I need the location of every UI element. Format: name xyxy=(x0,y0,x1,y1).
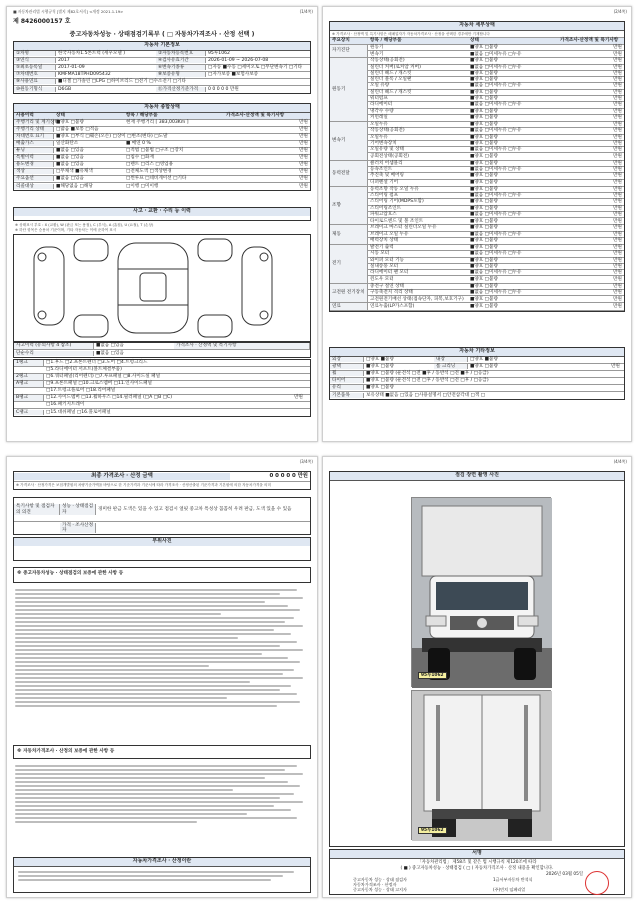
detail-header: 주요장치 항목 / 해당부품 상태 가격조사·산정액 및 특기사항 xyxy=(330,38,624,45)
detail-status-table xyxy=(329,21,625,312)
detail-row: 스티어링 기어(MDPS포함) ■양호 □불량 만원 xyxy=(370,199,622,205)
detail-row: 고전원전기배선 상태(접속단자, 피복,보호기구) ■양호 □불량 만원 xyxy=(370,296,622,302)
notice-title: ※ 중고자동차성능 · 상태점검의 보증에 관한 사항 등 xyxy=(17,571,124,576)
detail-row: 라디에이터 ■없음 □미세누유 □누유 만원 xyxy=(370,102,622,108)
notice-body xyxy=(15,587,309,737)
status-row: 용도변경 ■없음 □있음 □렌트 □리스 □영업용 만원 xyxy=(16,162,308,168)
status-header: 사용이력 상태 항목 / 해당부품 가격조사·산정액 및 특기사항 xyxy=(14,113,310,120)
detail-group-name: 제동 xyxy=(330,225,368,244)
status-row: 주요옵션 ■없음 □있음 □썬루프 □네비게이션 □기타 만원 xyxy=(16,176,308,182)
other-info-row: 타이어 ■양호 □불량 (운전석 □전 □후 / 동반석 □전 □후 / □응급) xyxy=(330,378,624,385)
detail-row: 작동상태(공회전) ■없음 □미세누유 □누유 만원 xyxy=(370,128,622,134)
page-number: (4/4쪽) xyxy=(613,459,627,464)
detail-row: 오일 유량 ■없음 □미세누유 □누유 만원 xyxy=(370,83,622,89)
accident-summary: 사고이력 (유의사항 4 참조) ■없음 □있음 가격조사 · 산정액 및 특기사항 단순수리 ■없음 □있음 xyxy=(13,342,311,358)
status-row: 리콜대상 ■해당없음 □해당 □이행 □미이행 만원 xyxy=(16,183,308,189)
detail-row: 동력조향 작동 오일 누유 ■양호 □불량 만원 xyxy=(370,186,622,192)
detail-group xyxy=(330,284,624,304)
basic-row: ⑤최초등록일 2017-01-09 ⑥변속기종류 □자동 ■수동 □세미오토 □무단변속기 □기타 xyxy=(14,65,310,72)
detail-row: 디퍼렌셜 기어 ■양호 □불량 만원 xyxy=(370,179,622,185)
detail-group xyxy=(330,245,624,284)
notice2-title: ※ 자동차가격조사 · 산정의 보증에 관한 사항 등 xyxy=(17,749,115,754)
detail-row: 추진축 및 베어링 ■양호 □불량 만원 xyxy=(370,173,622,179)
parts-table xyxy=(13,359,311,417)
detail-row: 오일누유 ■양호 □불량 만원 xyxy=(370,122,622,128)
detail-group-name: 자기진단 xyxy=(330,45,368,57)
definition-title: 자동차가격조사 · 산정이란 xyxy=(14,858,310,867)
detail-row: 연료누출(LP가스포함) ■양호 □불량 만원 xyxy=(370,303,622,309)
detail-group-name: 동력전달 xyxy=(330,161,368,186)
detail-row: 배력장치 상태 ■양호 □불량 만원 xyxy=(370,238,622,244)
detail-group-name: 원동기 xyxy=(330,58,368,121)
detail-status-title: 자동차 세부상태 xyxy=(330,22,624,31)
detail-row: 실린더 헤드 / 개스킷 ■양호 □불량 만원 xyxy=(370,70,622,76)
car-outline-diagram xyxy=(14,235,312,341)
page-4 xyxy=(322,456,632,898)
basic-row: ①차명 한국자동차1.5톤트럭 (세우모델 ) ②자동차등록번호 95루1062 xyxy=(14,51,310,58)
parts-row: □16.패키지트레이 xyxy=(14,402,310,409)
status-row: 배출가스 일산화탄소 ■ 매연 0 % 만원 xyxy=(16,141,308,147)
overall-status-title: 자동차 종합상태 xyxy=(14,104,310,113)
basic-info-table xyxy=(13,41,311,94)
other-info-row: 유리 ■양호 □불량 xyxy=(330,385,624,392)
detail-row: 실린더 커버(로커암 커버) ■없음 □미세누유 □누유 만원 xyxy=(370,64,622,70)
detail-group xyxy=(330,161,624,187)
basic-info-title: 자동차 기본정보 xyxy=(14,42,310,51)
parts-rows xyxy=(14,360,310,416)
detail-group xyxy=(330,58,624,122)
detail-row: 기어변속장치 ■양호 □불량 만원 xyxy=(370,140,622,146)
appendix-title: 부위사진 xyxy=(14,538,310,546)
signature-text-1: 「자동차관리법」 제58조 및 같은 법 시행규칙 제120조에 따라 xyxy=(417,860,537,865)
detail-row: 브레이크 오일 누유 ■없음 □미세누유 □누유 만원 xyxy=(370,231,622,237)
signer-2-label: 자동차가격조사 · 산정자 xyxy=(353,882,397,887)
document-title: 중고자동차성능 · 상태점검기록부 ( □ 자동차가격조사 · 산정 선택 ) xyxy=(69,31,255,38)
parts-row: 2랭크 □6.쿼터패널(리어펜더) □7.루프패널 □8.사이드실 패널 xyxy=(14,374,310,381)
page-number: (2/4쪽) xyxy=(613,9,627,14)
detail-row: 원동기 ■양호 □불량 만원 xyxy=(370,44,622,50)
accident-section-header xyxy=(13,207,311,221)
detail-row: 작동상태(공회전) ■양호 □불량 만원 xyxy=(370,58,622,64)
detail-row: 클러치 어셈블리 ■양호 □불량 만원 xyxy=(370,160,622,166)
front-license-plate: 95루1062 xyxy=(418,672,447,679)
detail-row: 발전기 출력 ■양호 □불량 만원 xyxy=(370,245,622,251)
detail-row: 등속조인트 ■없음 □미세누유 □누유 만원 xyxy=(370,166,622,172)
detail-row: 워터펌프 ■양호 □불량 만원 xyxy=(370,96,622,102)
detail-group-name: 고전원 전기장치 xyxy=(330,284,368,303)
detail-row: 스티어링 펌프 ■없음 □미세누유 □누유 만원 xyxy=(370,192,622,198)
page-number: (3/4쪽) xyxy=(299,459,313,464)
final-price-box xyxy=(13,471,311,490)
notice2-title-box xyxy=(13,745,311,759)
accident-note: ※ 상태표시 부호 : X (교환), W (판금 또는 용접), C (부식), A (흠집), U (요철), T (손상) xyxy=(15,223,154,227)
other-info-title: 자동차 기타정보 xyxy=(330,348,624,357)
signer-3-name: (주)빈치 임페리얼 xyxy=(493,887,526,892)
detail-row: 구동축전지 격리 상태 ■없음 □미세누유 □누유 만원 xyxy=(370,289,622,295)
status-row: 차대번호 표기 ■양호 □부식 □훼손(오손) □상이 □변조(변타) □도말 만원 xyxy=(16,134,308,140)
basic-row: ⑨사용연료 ■디젤 □가솔린 □LPG □하이브리드 □전기 □수소전기 □기타 xyxy=(14,79,310,86)
special-notes-label: 특기사항 및 점검자의 의견 xyxy=(14,504,60,515)
detail-row: 스티어링조인트 ■양호 □불량 만원 xyxy=(370,205,622,211)
truck-back-photo xyxy=(411,690,551,840)
detail-row: 오일유량 및 상태 ■없음 □미세누유 □누유 만원 xyxy=(370,147,622,153)
car-front-outline xyxy=(74,239,108,261)
detail-row: 실린더 블록 / 오일팬 ■양호 □불량 만원 xyxy=(370,77,622,83)
definition-box xyxy=(13,857,311,893)
page-number: (1/4쪽) xyxy=(299,9,313,14)
photo-title: 점검 장면 촬영 사진 xyxy=(330,472,624,481)
page-2 xyxy=(322,6,632,442)
detail-row: 충전구 절연 상태 ■양호 □불량 만원 xyxy=(370,283,622,289)
other-info-row: 광택 ■양호 □불량 룸 크리닝 ■양호 □불량 xyxy=(330,364,624,371)
rear-license-plate: 95루1062 xyxy=(418,827,447,834)
page-1 xyxy=(6,6,318,442)
parts-row: 1랭크 □1.후드 □2.프론트펜더 □3.도어 □4.트렁크리드 xyxy=(14,360,310,367)
status-row: 주행거리 상태 □많음 ■보통 □적음 만원 xyxy=(16,127,308,133)
basic-row: ③연식 2017 ④검사유효기간 2026-01-09 ~ 2026-07-08 xyxy=(14,58,310,65)
notice-title-box xyxy=(13,567,311,583)
status-row: 색상 □무채색 ■유채색 □전체도색 □색상변경 만원 xyxy=(16,169,308,175)
detail-row: 라디에이터 팬 모터 ■없음 □미세누유 □누유 만원 xyxy=(370,270,622,276)
other-info-row: 외장 □양호 ■불량 내장 □양호 ■불량 xyxy=(330,357,624,364)
detail-row: 냉각수 수량 ■양호 □불량 만원 xyxy=(370,108,622,114)
page-3 xyxy=(6,456,318,898)
signer-1-label: 중고자동차 성능 · 상태 점검자 xyxy=(353,877,407,882)
final-price-note: ※ 가격조사 · 산정가격은 보험개발원의 차량기준가액을 바탕으로 한 기준가격과 기준서에 따라 가격조사 · 산정산출된 기준가격과 기본원에 의한 자동차가격을 의미 xyxy=(16,483,271,488)
detail-row: 실린더 헤드 / 개스킷 ■양호 □불량 만원 xyxy=(370,89,622,95)
detail-group xyxy=(330,45,624,58)
document-number: 제 8426000157 호 xyxy=(13,18,71,25)
status-rows xyxy=(14,120,310,190)
detail-group-name: 변속기 xyxy=(330,122,368,160)
parts-row: □5.라디에이터 서포트(볼트체결부품) xyxy=(14,367,310,374)
basic-row: ⑦차대번호 KMFMA18TPHD095432 ⑧보증유형 □자가보증 ■보험사보증 xyxy=(14,72,310,79)
detail-row: 윈도우 모터 ■양호 □불량 만원 xyxy=(370,276,622,282)
detail-group-name: 조향 xyxy=(330,187,368,225)
detail-row: 커먼레일 ■양호 □불량 만원 xyxy=(370,115,622,121)
detail-group xyxy=(330,187,624,226)
other-info-table xyxy=(329,347,625,400)
parts-row: A랭크 □9.프론트패널 □10.크로스멤버 □11.인사이드패널 xyxy=(14,381,310,388)
status-row: 주행거리 및 계기상태 ■양호 □불량 현재 주행거리 [ 383,003Km ] 만원 xyxy=(16,120,308,126)
accident-title: 사고 · 교환 · 수리 등 이력 xyxy=(14,208,310,216)
detail-row: 공회전상태(공회전) ■양호 □불량 만원 xyxy=(370,153,622,159)
detail-status-subtitle: ※ 가격조사 · 산정액 및 특기사항은 매매업자가 자동차가격조사 · 산정을 선택한 경우에만 기재합니다 xyxy=(330,31,624,38)
accident-note-2: ※ 하단 항목은 승용차 기준이며, 기타 자동차는 이에 준하여 표시 xyxy=(15,228,117,232)
final-price-amount: 0 0 0 0 0 만원 xyxy=(269,473,308,480)
status-row: 튜닝 ■없음 □있음 □적법 □불법 □구조 □장치 만원 xyxy=(16,148,308,154)
detail-row: 시동 모터 ■없음 □미세누유 □누유 만원 xyxy=(370,251,622,257)
parts-row: B랭크 □12.사이드멤버 □13.휠하우스 □14.필러패널 (□A □B □C) xyxy=(14,395,310,402)
signature-text-2: ( ■ ) 중고자동차성능 · 상태점검 ( □ ) 자동차가격조사 · 산정 내용을 확인합니다. xyxy=(400,866,554,871)
detail-row: 와이퍼 모터 기능 ■양호 □불량 만원 xyxy=(370,257,622,263)
detail-group-name: 전기 xyxy=(330,245,368,283)
parts-price: 만원 xyxy=(294,395,303,400)
other-info-price: 만원 xyxy=(611,364,620,369)
signature-title: 서명 xyxy=(330,850,624,859)
detail-rows xyxy=(330,45,624,311)
truck-front-photo xyxy=(411,497,551,687)
detail-row: 실내송풍 모터 ■양호 □불량 만원 xyxy=(370,263,622,269)
detail-row: 타이로드엔드 및 볼 조인트 ■양호 □불량 만원 xyxy=(370,218,622,224)
company-seal xyxy=(585,871,609,895)
car-diagram xyxy=(13,234,311,342)
special-notes-text: 경미한 판금 도색은 있을 수 있고 점검시 얼핏 중고차 특성상 꼼꼼히 우려 판금, 도색 있을 수 있음 xyxy=(98,506,292,512)
basic-row: ⑩원동기형식 D6GB ⑪가격산정기준가격 0 0 0 0 0 만원 xyxy=(16,86,239,92)
final-price-title: 최종 가격조사 · 산정 금액 xyxy=(14,473,230,479)
detail-group xyxy=(330,122,624,161)
detail-group xyxy=(330,303,624,310)
detail-row: 파워고압호스 ■없음 □미세누유 □누유 만원 xyxy=(370,211,622,217)
signer-1-name: 1급서부자동차 반석식 xyxy=(493,877,533,882)
special-notes-box: 특기사항 및 점검자의 의견 성능 · 상태점검자 경미한 판금 도색은 있을 수 있고 점검시 얼핏 중고차 특성상 꼼꼼히 우려 판금, 도색 있을 수 있음 가격 · 조사산정자 xyxy=(13,497,311,535)
other-info-row: 휠 ■양호 □불량 (운전석 □전 ■후 / 동반석 □전 ■후 / □응급) xyxy=(330,371,624,378)
form-reference: ■ 자동차관리법 시행규칙 [별지 제82호서식] <개정 2021.1.19> xyxy=(13,9,124,14)
detail-row: 변속기 ■없음 □미세누유 □누유 만원 xyxy=(370,51,622,57)
overall-status-table xyxy=(13,103,311,191)
other-info-row: 기본품목 보유상태 ■없음 □있음 □사용설명서 □안전삼각대 □잭 □ xyxy=(332,392,486,398)
other-info-rows xyxy=(330,357,624,399)
detail-row: 브레이크 마스터 실린더오일 누유 ■양호 □불량 만원 xyxy=(370,225,622,231)
parts-row: C랭크 □15.대쉬패널 □16.플로어패널 xyxy=(16,409,111,415)
car-top-outline xyxy=(118,243,188,333)
appendix-photo-box xyxy=(13,537,311,561)
signature-date: 2026년 03월 05일 xyxy=(545,872,583,877)
detail-row: 오일누유 ■양호 □불량 만원 xyxy=(370,134,622,140)
detail-group xyxy=(330,225,624,245)
status-row: 특별이력 ■없음 □있음 □침수 □화재 만원 xyxy=(16,155,308,161)
detail-group-name: 연료 xyxy=(330,303,368,309)
parts-row: □17.트렁크플로어 □18.리어패널 xyxy=(14,388,310,395)
notice2-body xyxy=(15,763,309,853)
signer-3-label: 중고자동차 성능 · 상태 고지자 xyxy=(353,887,407,892)
car-rear-outline xyxy=(74,315,108,337)
